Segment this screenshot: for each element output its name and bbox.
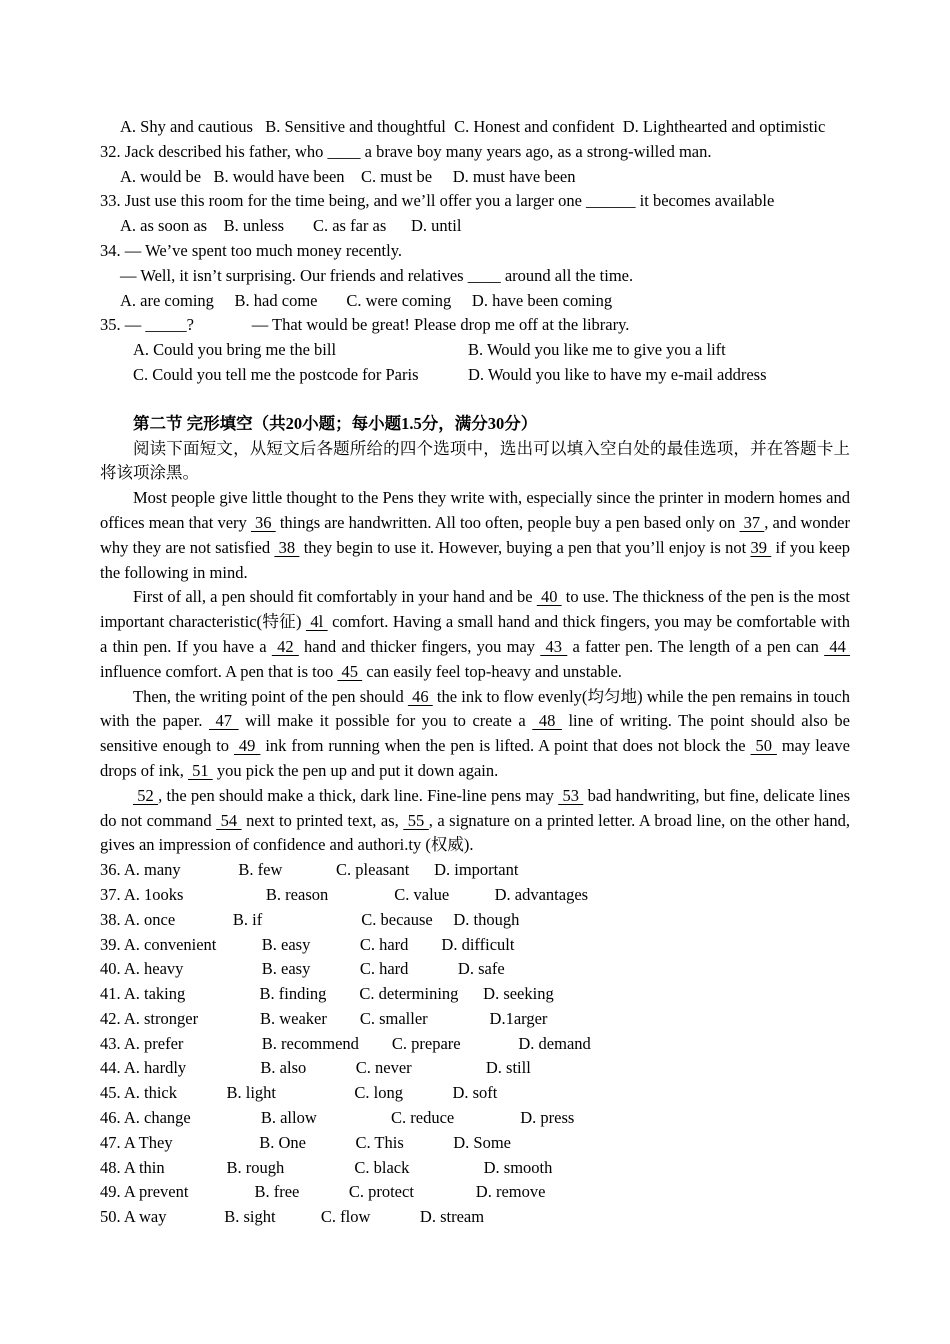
choice-row: 44. A. hardly B. also C. never D. still xyxy=(100,1058,531,1078)
option-line: A. as soon as B. unless C. as far as D. until xyxy=(120,216,462,236)
blank-52: 52 xyxy=(133,785,159,805)
choice-row: 42. A. stronger B. weaker C. smaller D.1arger xyxy=(100,1008,548,1028)
option-pair-line xyxy=(133,363,850,388)
option-text: A. Could you bring me the bill xyxy=(133,340,337,360)
blank-44: 44 xyxy=(824,636,851,656)
option-pair-line xyxy=(133,338,850,363)
blank-36: 36 xyxy=(250,512,276,532)
dialog-line: — Well, it isn’t surprising. Our friends and relatives ____ around all the time. xyxy=(120,265,634,285)
option-line: A. Shy and cautious B. Sensitive and thoughtful C. Honest and confident D. Lighthearted and optimistic xyxy=(120,117,826,136)
choice-row: 50. A way B. sight C. flow D. stream xyxy=(100,1207,485,1227)
question-line: 35. — _____? — That would be great! Please drop me off at the library. xyxy=(100,315,630,335)
blank-51: 51 xyxy=(188,760,213,780)
blank-42: 42 xyxy=(271,636,299,656)
passage-paragraph: Most people give little thought to the Pens they write with, especially since the printer in modern homes and offices mean that very 36 things are handwritten. All too often, people buy a pen based only on 37 , and wonder why they are not satisfied 38 they begin to use it. However, buying a pen that you’ll enjoy is not 39 if you keep the following in mind. xyxy=(100,488,851,582)
choice-row: 40. A. heavy B. easy C. hard D. safe xyxy=(100,959,505,979)
document-content xyxy=(100,115,850,1230)
question-line: 33. Just use this room for the time being, and we’ll offer you a larger one ______ it becomes available xyxy=(100,191,775,211)
option-text: C. Could you tell me the postcode for Paris xyxy=(133,364,419,384)
blank-43: 43 xyxy=(540,636,568,656)
blank-49: 49 xyxy=(233,736,261,756)
instructions-paragraph: 阅读下面短文，从短文后各题所给的四个选项中，选出可以填入空白处的最佳选项，并在答题卡上将该项涂黑。 xyxy=(100,438,850,483)
choice-row: 45. A. thick B. light C. long D. soft xyxy=(100,1083,498,1103)
blank-4l: 4l xyxy=(305,612,328,632)
blank-37: 37 xyxy=(739,512,765,532)
blank-39: 39 xyxy=(750,537,772,557)
choice-row: 37. A. 1ooks B. reason C. value D. advantages xyxy=(100,884,589,904)
choice-row: 36. A. many B. few C. pleasant D. important xyxy=(100,860,519,880)
passage-paragraph: 52 , the pen should make a thick, dark line. Fine-line pens may 53 bad handwriting, but fine, delicate lines do not command 54 next to printed text, as, 55 , a signature on a printed letter. A broad line, on the other hand, gives an impression of confidence and authori.ty (权威). xyxy=(100,785,851,855)
blank-40: 40 xyxy=(536,587,562,607)
blank-54: 54 xyxy=(216,810,242,830)
choice-row: 49. A prevent B. free C. protect D. remove xyxy=(100,1182,546,1202)
choice-row: 38. A. once B. if C. because D. though xyxy=(100,909,520,929)
passage-paragraph: Then, the writing point of the pen should 46 the ink to flow evenly(均匀地) while the pen remains in touch with the paper. 47 will make it possible for you to create a 48 line of writing. The point should also be sensitive enough to 49 ink from running when the pen is lifted. A point that does not block the 50 may leave drops of ink, 51 you pick the pen up and put it down again. xyxy=(100,686,851,780)
choice-row: 43. A. prefer B. recommend C. prepare D. demand xyxy=(100,1033,591,1053)
choice-row: 47. A They B. One C. This D. Some xyxy=(100,1132,511,1152)
choice-row: 46. A. change B. allow C. reduce D. press xyxy=(100,1108,575,1128)
choice-row: 41. A. taking B. finding C. determining D. seeking xyxy=(100,984,554,1004)
choice-row: 39. A. convenient B. easy C. hard D. difficult xyxy=(100,934,515,954)
blank-45: 45 xyxy=(337,661,363,681)
section-header: 第二节 完形填空（共20小题；每小题1.5分，满分30分） xyxy=(133,413,538,433)
option-line: A. are coming B. had come C. were coming D. have been coming xyxy=(120,290,613,310)
blank-47: 47 xyxy=(209,711,239,731)
blank-50: 50 xyxy=(750,736,777,756)
option-text: B. Would you like me to give you a lift xyxy=(468,340,726,360)
passage-paragraph: First of all, a pen should fit comfortably in your hand and be 40 to use. The thickness of the pen is the most important characteristic(特征) 4l comfort. Having a small hand and thick fingers, you may be comfortable with a thin pen. If you have a 42 hand and thicker fingers, you may 43 a fatter pen. The length of a pen can 44 influence comfort. A pen that is too 45 can easily feel top-heavy and unstable. xyxy=(100,587,851,681)
blank-55: 55 xyxy=(403,810,429,830)
blank-53: 53 xyxy=(558,785,584,805)
choice-row: 48. A thin B. rough C. black D. smooth xyxy=(100,1157,553,1177)
blank-38: 38 xyxy=(274,537,300,557)
question-line: 34. — We’ve spent too much money recently. xyxy=(100,240,403,260)
blank-46: 46 xyxy=(407,686,433,706)
option-line: A. would be B. would have been C. must be D. must have been xyxy=(120,166,576,186)
blank-48: 48 xyxy=(532,711,562,731)
option-text: D. Would you like to have my e-mail address xyxy=(468,364,767,384)
question-line: 32. Jack described his father, who ____ a brave boy many years ago, as a strong-willed man. xyxy=(100,141,712,161)
